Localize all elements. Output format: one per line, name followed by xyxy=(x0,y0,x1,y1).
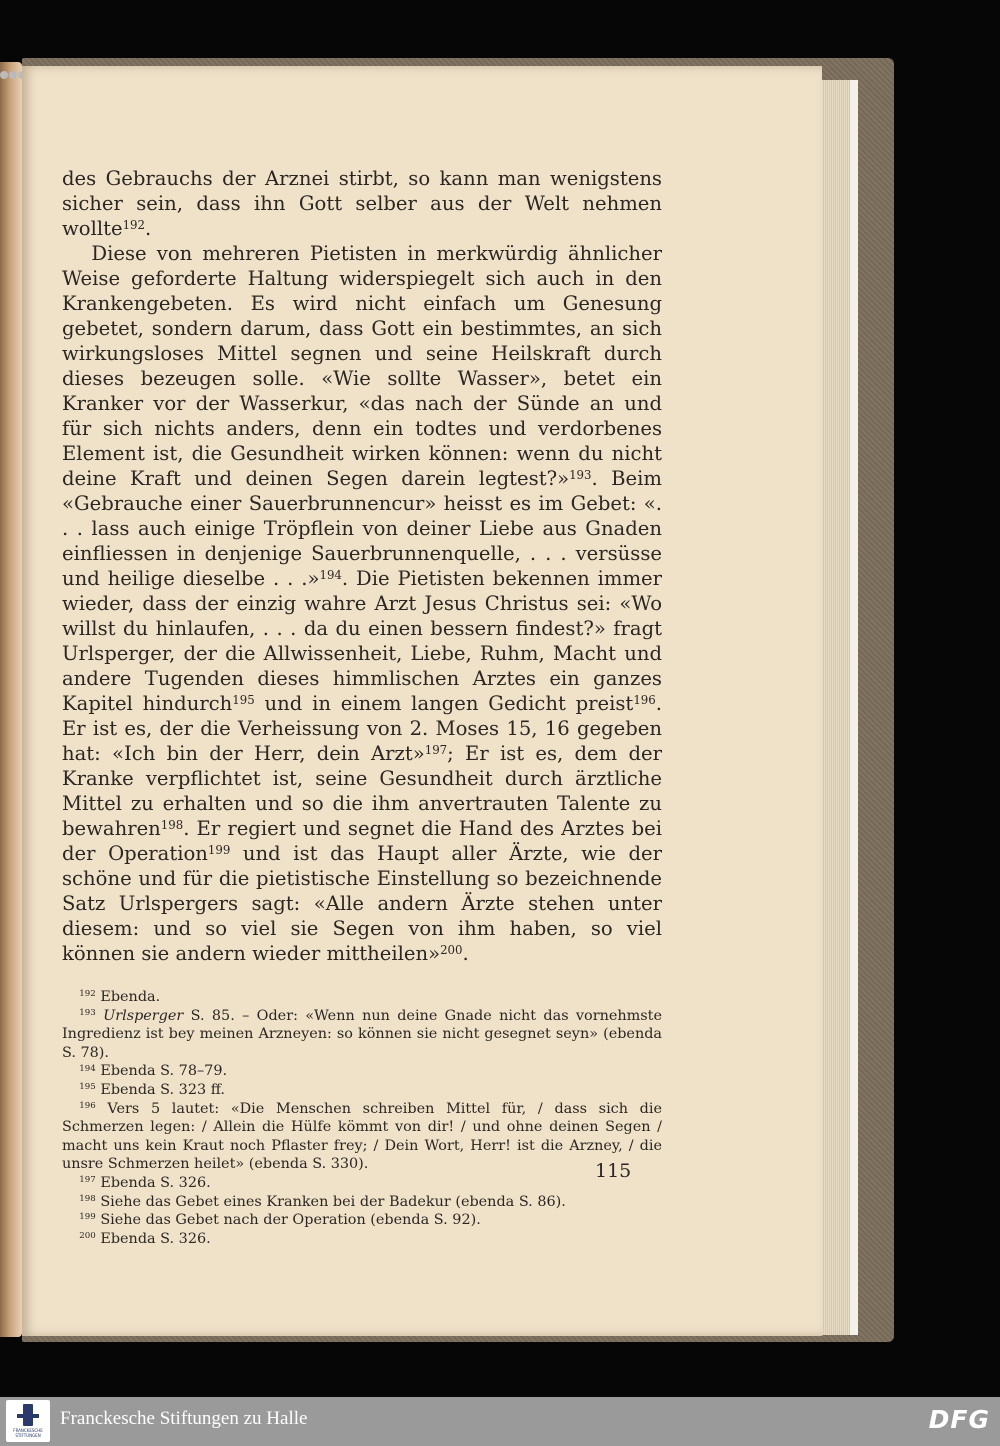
text-run: . Die Pietisten bekennen immer wieder, dass der einzig wahre Arzt Jesus Christus sei: «Wo willst du hinlaufen, . . . da du einen bessern findest?» fragt Urlsperger, der die Allwissenheit, Liebe, Ruhm, Macht und andere Tugenden dieses himmlischen Arztes ein ganzes Kapitel hindurch xyxy=(62,567,662,715)
footnote-ref: 196 xyxy=(633,692,656,707)
footnote-text: Ebenda S. 326. xyxy=(100,1174,211,1191)
left-page-edge xyxy=(0,62,22,1337)
footnote xyxy=(62,1211,662,1230)
text-run: . xyxy=(462,942,469,965)
footnote-number: 199 xyxy=(79,1212,96,1223)
footnote-number: 193 xyxy=(79,1007,96,1018)
text-run: und ist das Haupt aller Ärzte, wie der schöne und für die pietistische Einstellung so bezeichnende Satz Urlspergers sagt: «Alle andern Ärzte stehen unter diesem: und so viel sie Segen von ihm haben, so viel können sie andern wieder mittheilen» xyxy=(62,842,662,965)
footnote-author: Urlsperger xyxy=(103,1007,184,1024)
logo-text xyxy=(6,1428,50,1438)
paragraph xyxy=(62,166,662,241)
franckesche-logo[interactable] xyxy=(6,1400,50,1442)
logo-text-line: STIFTUNGEN xyxy=(15,1433,41,1438)
footnote-ref: 198 xyxy=(160,817,184,832)
footnote-ref: 200 xyxy=(440,942,463,957)
footnote-number: 198 xyxy=(79,1193,96,1204)
text-run: Diese von mehreren Pietisten in merkwürdig ähnlicher Weise geforderte Haltung widerspiegelt sich auch in den Krankengebeten. Es wird nicht einfach um Genesung gebetet, sondern darum, dass Gott ein bestimmtes, an sich wirkungsloses Mittel segnen und seine Heilskraft durch dieses bezeugen solle. «Wie sollte Wasser», betet ein Kranker vor der Wasserkur, «das nach der Sünde an und für sich nichts anders, denn ein todtes und verdorbenes Element ist, die Gesundheit wirken können: wenn du nicht deine Kraft und deinen Segen darein legtest?» xyxy=(62,242,662,490)
institution-icon xyxy=(23,1404,33,1426)
footnote-ref: 199 xyxy=(207,842,231,857)
footnote-ref: 192 xyxy=(122,217,146,232)
footnotes xyxy=(62,988,662,1248)
footnote-text: Siehe das Gebet eines Kranken bei der Badekur (ebenda S. 86). xyxy=(100,1193,566,1210)
page-text xyxy=(62,166,662,1248)
text-run: . Er ist es, der die Verheissung von 2. Moses 15, 16 gegeben hat: «Ich bin der Herr, dein Arzt» xyxy=(62,692,662,765)
page-number: 115 xyxy=(595,1160,632,1182)
text-run: und in einem langen Gedicht preist xyxy=(254,692,634,715)
footnote xyxy=(62,1100,662,1174)
footnote-ref: 195 xyxy=(232,692,255,707)
dfg-logo[interactable]: DFG xyxy=(928,1405,990,1434)
page-block xyxy=(820,80,854,1335)
footnote-ref: 197 xyxy=(424,742,448,757)
footer-bar xyxy=(0,1397,1000,1446)
footnote-text: Ebenda S. 323 ff. xyxy=(100,1081,226,1098)
text-run: des Gebrauchs der Arznei stirbt, so kann man wenigstens sicher sein, dass ihn Gott selber aus der Welt nehmen wollte xyxy=(62,167,662,240)
footnote-text: Siehe das Gebet nach der Operation (ebenda S. 92). xyxy=(100,1212,481,1229)
text-run: ; Er ist es, dem der Kranke verpflichtet ist, seine Gesundheit durch ärztliche Mittel zu erhalten und so die ihm anvertrauten Talente zu bewahren xyxy=(62,742,662,840)
text-run: . xyxy=(145,217,152,240)
footnote xyxy=(62,1193,662,1212)
footnote xyxy=(62,1230,662,1249)
footnote xyxy=(62,988,662,1007)
footnote-text: Ebenda S. 326. xyxy=(100,1230,211,1247)
text-run: . Er regiert und segnet die Hand des Arztes bei der Operation xyxy=(62,817,662,865)
footnote-number: 195 xyxy=(79,1082,96,1093)
footnote-text: Ebenda S. 78–79. xyxy=(100,1063,228,1080)
footnote-number: 192 xyxy=(79,989,96,1000)
text-run: . Beim «Gebrauche einer Sauerbrunnencur» heisst es im Gebet: «. . . lass auch einige Tröpflein von deiner Liebe aus Gnaden einfliessen in denjenige Sauerbrunnenquelle, . . . versüsse und heilige dieselbe . . .» xyxy=(62,467,662,590)
footnote-number: 197 xyxy=(79,1175,96,1186)
footnote xyxy=(62,1062,662,1081)
footnote-number: 194 xyxy=(79,1063,96,1074)
body-text xyxy=(62,166,662,966)
footnote-ref: 193 xyxy=(569,467,592,482)
footnote-number: 196 xyxy=(79,1100,96,1111)
footnote-text: Vers 5 lautet: «Die Menschen schreiben Mittel für, / dass sich die Schmerzen legen: / Allein die Hülfe kömmt von dir! / und ohne deinen Segen / macht uns kein Kraut noch Pflaster frey; / Dein Wort, Herr! ist die Arzney, / die unsre Schmerzen heilet» (ebenda S. 330). xyxy=(62,1100,663,1173)
footnote-number: 200 xyxy=(79,1230,96,1241)
footnote xyxy=(62,1174,662,1193)
paragraph xyxy=(62,241,662,966)
book-page xyxy=(22,66,822,1336)
logo-text-line: FRANCKESCHE xyxy=(13,1428,43,1433)
footnote-ref: 194 xyxy=(319,567,342,582)
footnote xyxy=(62,1081,662,1100)
white-strip xyxy=(850,80,858,1335)
footnote xyxy=(62,1007,662,1063)
footer-title[interactable]: Franckesche Stiftungen zu Halle xyxy=(60,1408,308,1429)
footnote-text: Ebenda. xyxy=(100,989,161,1005)
footnote-text: S. 85. – Oder: «Wenn nun deine Gnade nicht das vornehmste Ingredienz ist bey meinen Arzneyen: so können sie nicht gesegnet seyn» (ebenda S. 78). xyxy=(62,1007,662,1061)
